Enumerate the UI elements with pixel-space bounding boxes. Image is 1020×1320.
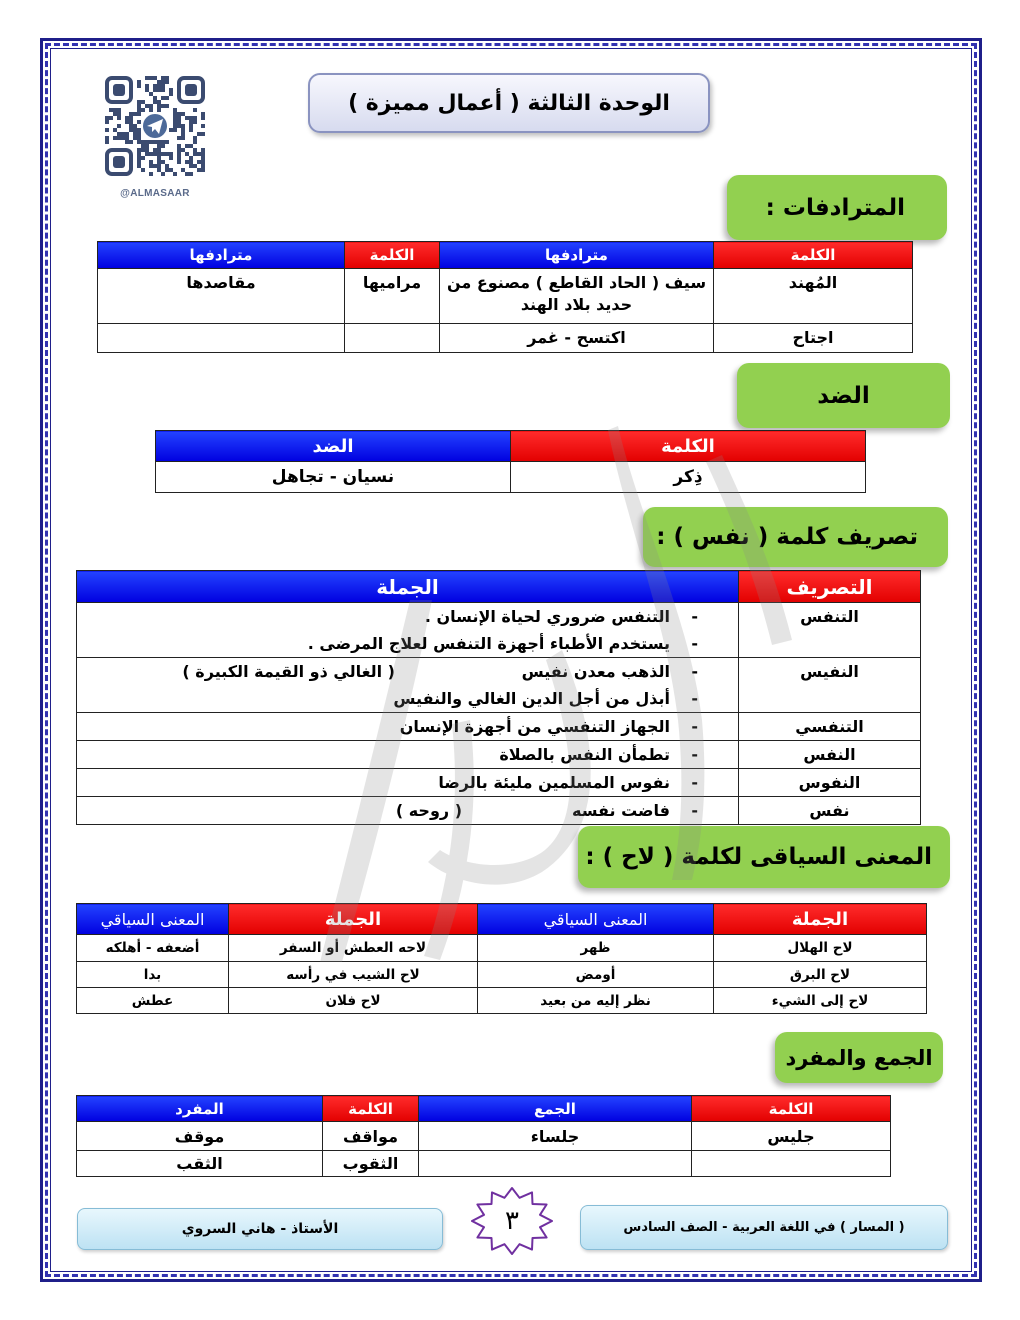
table-cell: ظهر [478,935,714,962]
table-cell: جلساء [419,1122,692,1151]
sentence-note: ( الغالي ذو القيمة الكبيرة ) [182,662,395,681]
course-title-box: ( المسار ) في اللغة العربية - الصف السادس [580,1205,948,1250]
table-row [77,658,921,713]
contextual-meaning-table [76,903,927,1014]
column-header-form: التصريف [739,571,921,603]
section-heading-contextual-meaning: المعنى السياقى لكلمة ( لاح ) : [578,826,950,888]
sentence-text: تطمأن النفس بالصلاة [499,745,670,764]
bullet: - [691,689,698,708]
table-cell: لاح البرق [714,962,927,988]
section-heading-conjugation: تصريف كلمة ( نفس ) : [643,507,948,567]
table-row [77,603,921,658]
sentence-line [77,741,738,768]
sentence-cell [77,713,739,741]
table-cell: أومض [478,962,714,988]
sentence-note: ( روحه ) [395,801,462,820]
teacher-name-box: الأستاذ - هاني السروي [77,1208,443,1250]
column-header-sentence: الجملة [77,571,739,603]
sentence-text: التنفس ضروري لحياة الإنسان . [424,607,670,626]
bullet: - [691,773,698,792]
column-header-plural: الجمع [419,1096,692,1122]
sentence-text: أبذل من أجل الدين الغالي والنفيس [393,689,670,708]
section-heading-antonyms: الضد [737,363,950,428]
table-cell: ذِكر [511,462,866,493]
column-header-word: الكلمة [345,242,440,269]
page-number: ٣ [505,1206,519,1236]
page-title: الوحدة الثالثة ( أعمال مميزة ) [308,73,710,133]
sentence-text: الجهاز التنفسي من أجهزة الإنسان [399,717,670,736]
column-header-meaning: المعنى السياقي [478,904,714,935]
sentence-cell [77,797,739,825]
column-header-sentence: الجملة [714,904,927,935]
table-cell: اكتسح - غمر [440,324,714,353]
table-row [156,462,866,493]
column-header-word: الكلمة [714,242,913,269]
word-form-cell: التنفس [739,603,921,658]
table-cell [345,324,440,353]
table-cell: بدا [77,962,229,988]
table-cell [98,324,345,353]
table-cell: مراميها [345,269,440,324]
table-row [98,324,913,353]
qr-code-icon [105,76,205,176]
table-row [98,269,913,324]
table-row [77,935,927,962]
bullet: - [691,717,698,736]
column-header-meaning: المعنى السياقي [77,904,229,935]
table-cell: الثقوب [323,1151,419,1177]
sentence-cell [77,769,739,797]
sentence-line [77,603,738,630]
synonyms-table [97,241,913,353]
sentence-text: الذهب معدن نفيس [521,662,670,681]
table-cell: أضعفه - أهلكه [77,935,229,962]
column-header-antonym: الضد [156,431,511,462]
column-header-synonym: مترادفها [98,242,345,269]
table-cell: لاح فلان [229,988,478,1014]
table-row [77,988,927,1014]
conjugation-table [76,570,921,825]
section-heading-plural-singular: الجمع والمفرد [775,1032,943,1083]
sentence-line [77,797,738,824]
table-cell: عطش [77,988,229,1014]
table-row [77,741,921,769]
table-row [77,769,921,797]
word-form-cell: التنفسي [739,713,921,741]
table-row [77,797,921,825]
table-cell: سيف ( الحاد القاطع ) مصنوع من حديد بلاد الهند [440,269,714,324]
table-cell: موقف [77,1122,323,1151]
sentence-line [77,713,738,740]
table-cell: لاح إلى الشيء [714,988,927,1014]
table-cell: مقاصدها [98,269,345,324]
column-header-sentence: الجملة [229,904,478,935]
table-row [77,1122,891,1151]
qr-handle-label: @ALMASAAR [120,188,190,199]
sentence-line [77,658,738,685]
bullet: - [691,634,698,653]
sentence-cell [77,741,739,769]
table-cell: لاح الهلال [714,935,927,962]
word-form-cell: النفوس [739,769,921,797]
sentence-text: فاضت نفسه [572,801,670,820]
sentence-line [77,685,738,712]
bullet: - [691,801,698,820]
plural-singular-table [76,1095,891,1177]
column-header-synonym: مترادفها [440,242,714,269]
column-header-word: الكلمة [692,1096,891,1122]
column-header-singular: المفرد [77,1096,323,1122]
table-cell: نسيان - تجاهل [156,462,511,493]
bullet: - [691,607,698,626]
table-cell [419,1151,692,1177]
sentence-text: يستخدم الأطباء أجهزة التنفس لعلاج المرضى . [307,634,670,653]
table-cell: الثقب [77,1151,323,1177]
table-cell: مواقف [323,1122,419,1151]
table-row [77,713,921,741]
column-header-word: الكلمة [323,1096,419,1122]
table-cell [692,1151,891,1177]
table-cell: لاحه العطش أو السفر [229,935,478,962]
table-cell: لاح الشيب في رأسه [229,962,478,988]
section-heading-synonyms: المترادفات : [727,175,947,240]
column-header-word: الكلمة [511,431,866,462]
antonyms-table [155,430,866,493]
table-row [77,1151,891,1177]
bullet: - [691,745,698,764]
sentence-line [77,630,738,657]
bullet: - [691,662,698,681]
sentence-text: نفوس المسلمين مليئة بالرضا [438,773,670,792]
sentence-cell [77,658,739,713]
word-form-cell: نفس [739,797,921,825]
sentence-cell [77,603,739,658]
sentence-line [77,769,738,796]
table-cell: نظر إليه من بعيد [478,988,714,1014]
table-cell: جليس [692,1122,891,1151]
table-cell: المُهند [714,269,913,324]
word-form-cell: النفيس [739,658,921,713]
table-cell: اجتاح [714,324,913,353]
table-row [77,962,927,988]
word-form-cell: النفس [739,741,921,769]
